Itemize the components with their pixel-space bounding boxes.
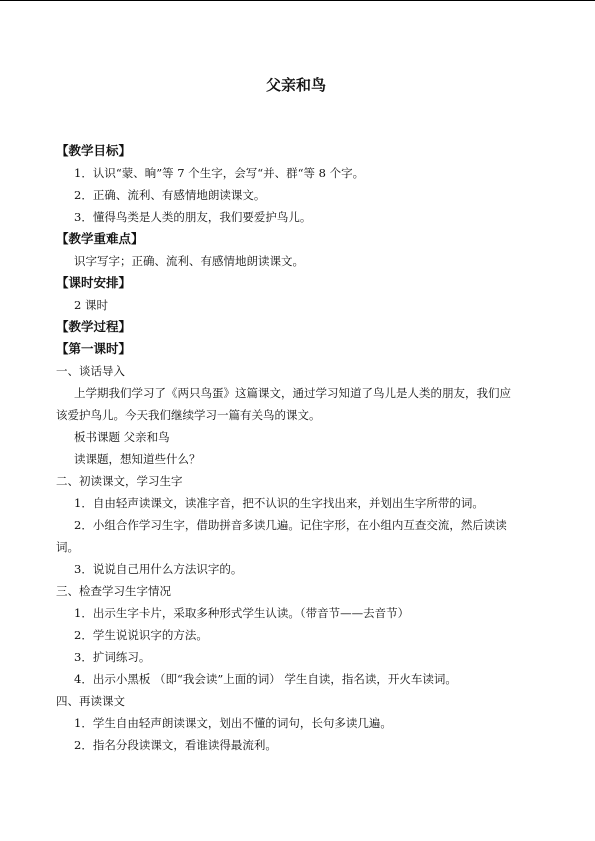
heading-key-points: 【教学重难点】 <box>56 231 144 246</box>
schedule-text: 2 课时 <box>74 298 108 312</box>
section-2-item-3: 3．说说自己用什么方法识字的。 <box>74 562 243 576</box>
section-3-item-2: 2．学生说说识字的方法。 <box>74 628 208 642</box>
goal-item-2: 2．正确、流利、有感情地朗读课文。 <box>74 188 266 202</box>
section-1-para-line-1: 上学期我们学习了《两只鸟蛋》这篇课文，通过学习知道了鸟儿是人类的朋友，我们应 <box>74 386 511 400</box>
document-title: 父亲和鸟 <box>265 76 326 94</box>
key-points-text: 识字写字；正确、流利、有感情地朗读课文。 <box>74 254 304 268</box>
section-2-item-2-line-2: 词。 <box>56 540 79 554</box>
heading-process: 【教学过程】 <box>56 319 132 334</box>
section-1-para-line-2: 该爱护鸟儿。今天我们继续学习一篇有关鸟的课文。 <box>56 408 321 422</box>
section-2-title: 二、初读课文，学习生字 <box>56 474 183 488</box>
section-3-item-1: 1．出示生字卡片，采取多种形式学生认读。（带音节——去音节） <box>74 606 410 620</box>
goal-item-1: 1．认识“蒙、晌”等 7 个生字，会写“并、群“等 8 个字。 <box>74 166 365 180</box>
page-top-border <box>0 0 595 1</box>
heading-schedule: 【课时安排】 <box>56 275 132 290</box>
section-3-title: 三、检查学习生字情况 <box>56 584 171 598</box>
section-4-item-1: 1．学生自由轻声朗读课文，划出不懂的词句，长句多读几遍。 <box>74 716 392 730</box>
heading-first-lesson: 【第一课时】 <box>56 341 132 356</box>
section-2-item-1: 1．自由轻声读课文，读准字音，把不认识的生字找出来，并划出生字所带的词。 <box>74 496 484 510</box>
section-1-title: 一、谈话导入 <box>56 364 125 378</box>
goal-item-3: 3．懂得鸟类是人类的朋友，我们要爱护鸟儿。 <box>74 210 312 224</box>
section-4-item-2: 2．指名分段读课文，看谁读得最流利。 <box>74 738 277 752</box>
document-body <box>56 140 536 756</box>
heading-teaching-goals: 【教学目标】 <box>56 143 132 158</box>
section-2-item-2-line-1: 2．小组合作学习生字，借助拼音多读几遍。记住字形，在小组内互查交流，然后读读 <box>74 518 507 532</box>
board-title-text: 板书课题 父亲和鸟 <box>74 430 170 444</box>
section-4-title: 四、再读课文 <box>56 694 125 708</box>
read-title-text: 读课题，想知道些什么？ <box>74 452 201 466</box>
section-3-item-4: 4．出示小黑板 （即“我会读”上面的词） 学生自读，指名读，开火车读词。 <box>74 672 457 686</box>
section-3-item-3: 3．扩词练习。 <box>74 650 151 664</box>
